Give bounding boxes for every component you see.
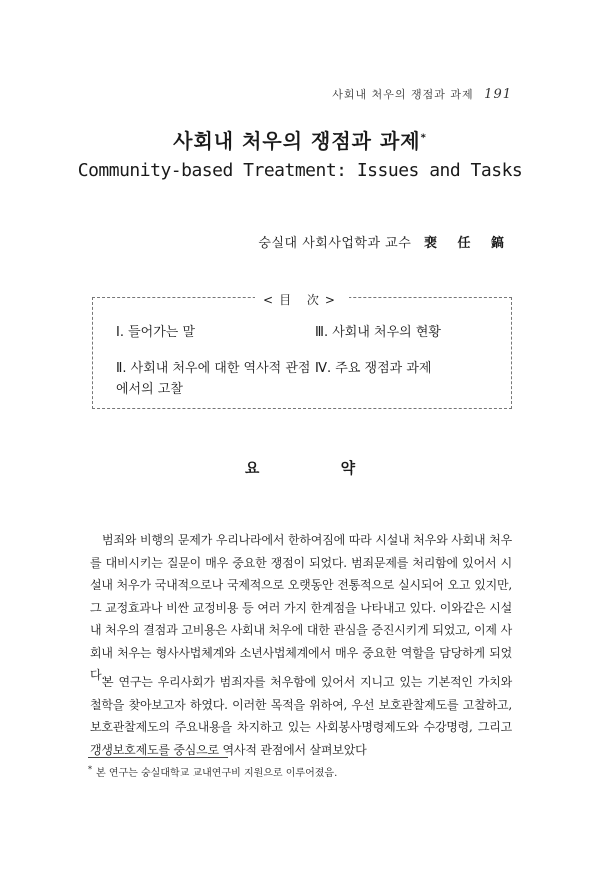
toc-item-1: Ⅰ. 들어가는 말 [116,325,196,340]
title-footnote-mark: * [420,132,427,144]
running-head [332,86,512,102]
abstract-paragraph-2: 본 연구는 우리사회가 범죄자를 처우함에 있어서 지니고 있는 기본적인 가치와 철학을 찾아보고자 하였다. 이러한 목적을 위하여, 우선 보호관찰제도를 고찰하고, 보호관찰제도의 주요내용을 차지하고 있는 사회봉사명령제도와 수강명령, 그리고 갱생보호제도를 중심으로 역사적 관점에서 살펴보았다 [90,675,512,757]
toc-item-2: Ⅱ. 사회내 처우에 대한 역사적 관점에서의 고찰 [116,361,311,397]
page-number: 191 [484,87,512,102]
running-head-title: 사회내 처우의 쟁점과 과제 [332,88,474,101]
footnote-mark: * [88,764,92,774]
toc-title-wrap [93,289,511,308]
abstract-heading: 요 약 [244,459,394,477]
footnote-divider [88,757,228,758]
toc-title: <目 次> [255,293,349,307]
paper-title-english: Community-based Treatment: Issues and Tasks [77,160,523,181]
footnote [88,764,518,779]
paper-title-text: 사회내 처우의 쟁점과 과제 [173,129,421,153]
author-line [258,232,512,251]
toc-item-3: Ⅲ. 사회내 처우의 현황 [315,325,441,340]
paper-title [0,125,600,154]
toc-item-4: Ⅳ. 주요 쟁점과 과제 [315,361,432,376]
table-of-contents [92,293,512,409]
abstract-paragraph-1: 범죄와 비행의 문제가 우리나라에서 한하여짐에 따라 시설내 처우와 사회내 처우를 대비시키는 질문이 매우 중요한 쟁점이 되었다. 범죄문제를 처리함에 있어서 시설내 처우가 국내적으로나 국제적으로 오랫동안 전통적으로 실시되어 오고 있지만, 그 교정효과나 비싼 교정비용 등 여러 가지 한계점을 나타내고 있다. 이와같은 시설내 처우의 결점과 고비용은 사회내 처우에 대한 관심을 증진시키게 되었고, 이제 사회내 처우는 형사사법체계와 소년사법체계에서 매우 중요한 역할을 담당하게 되었다. [90,533,512,682]
footnote-text: 본 연구는 숭실대학교 교내연구비 지원으로 이루어졌음. [96,768,338,779]
author-name: 裵 任 鎬 [423,236,512,251]
author-affiliation: 숭실대 사회사업학과 교수 [258,236,412,251]
